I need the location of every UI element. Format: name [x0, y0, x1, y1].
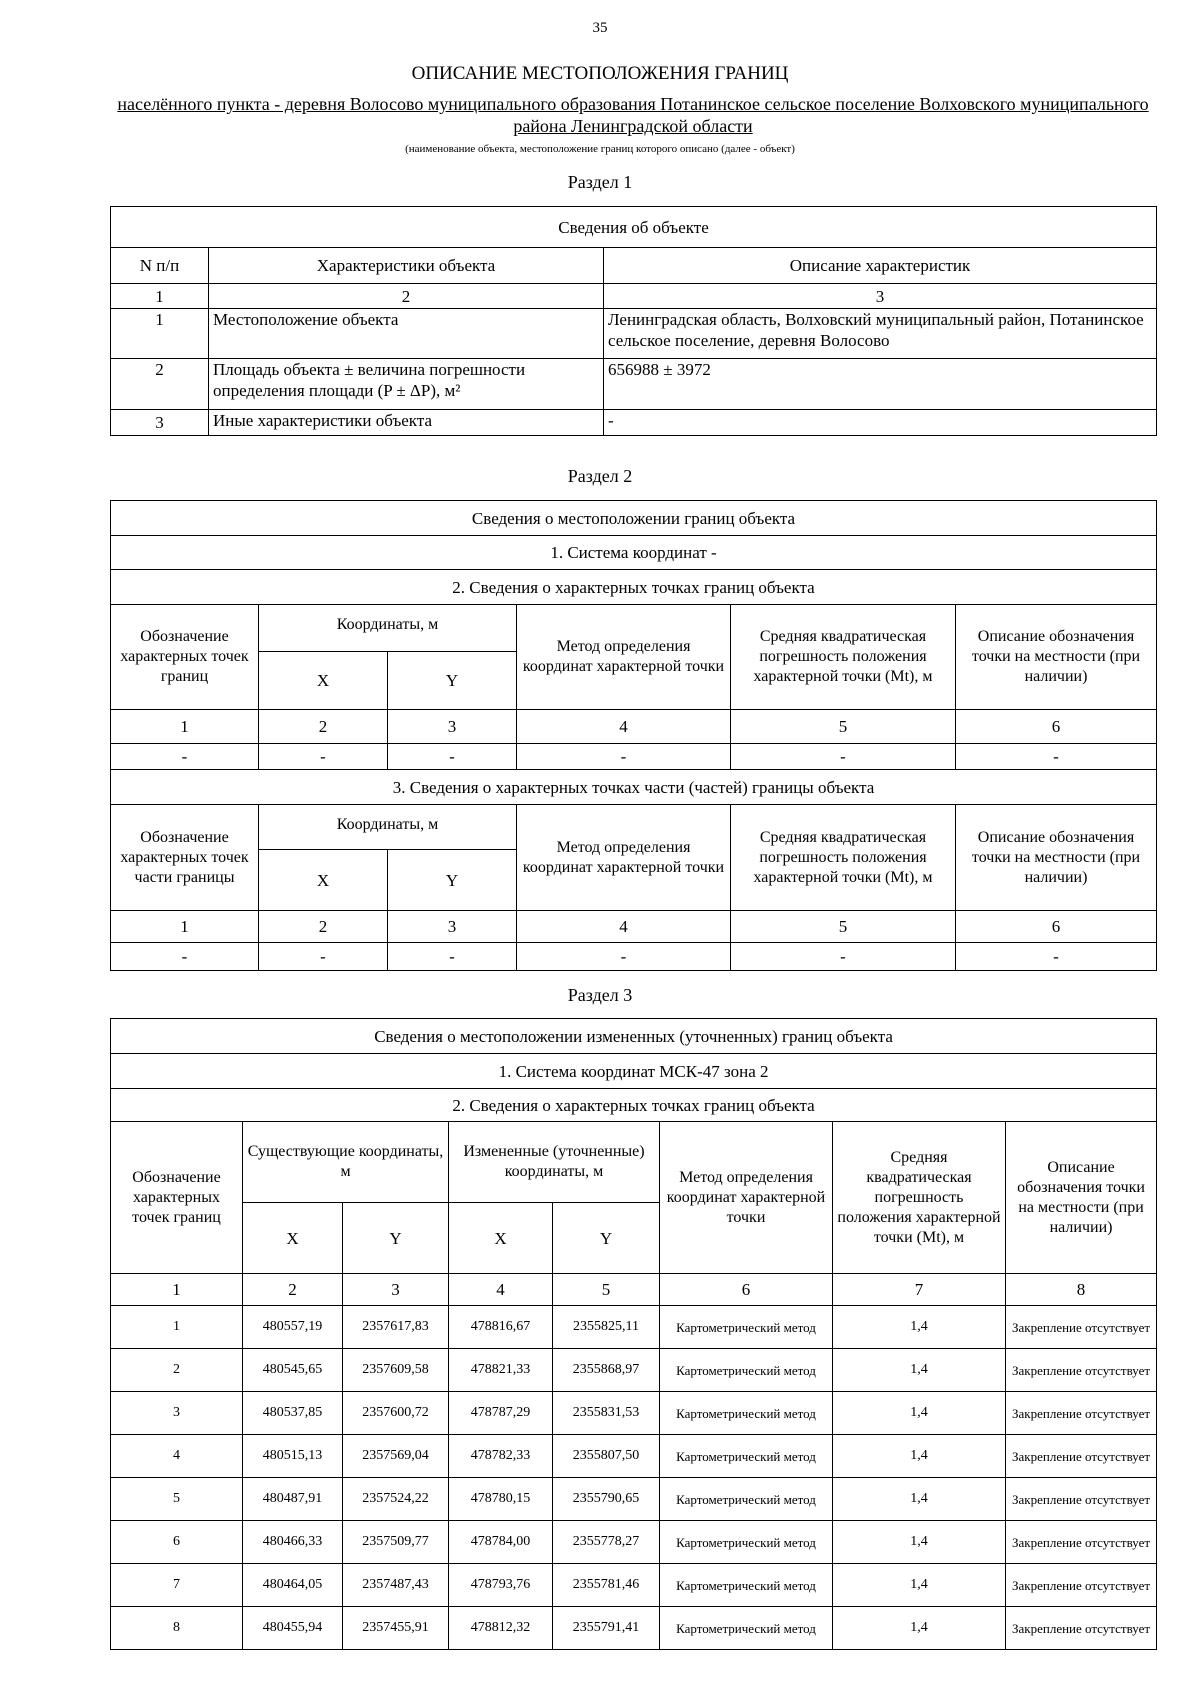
page-number: 35 — [592, 20, 608, 36]
existing-y: 2357569,04 — [343, 1435, 449, 1478]
changed-y: 2355778,27 — [553, 1521, 660, 1564]
row-number: 2 — [111, 359, 209, 410]
characteristic-name: Площадь объекта ± величина погрешности определения площади (P ± ΔP), м² — [209, 359, 604, 410]
method: Картометрический метод — [660, 1607, 833, 1650]
points-subtitle: 2. Сведения о характерных точках границ объекта — [111, 570, 1157, 605]
existing-y: 2357487,43 — [343, 1564, 449, 1607]
point-number: 3 — [111, 1392, 243, 1435]
empty-cell: - — [259, 744, 388, 770]
header-x: X — [449, 1203, 553, 1274]
column-number: 1 — [111, 911, 259, 943]
changed-y: 2355831,53 — [553, 1392, 660, 1435]
table-row — [111, 309, 1157, 359]
coordinate-system: 1. Система координат МСК-47 зона 2 — [111, 1054, 1157, 1089]
header-error: Средняя квадратическая погрешность положения характерной точки (Mt), м — [731, 605, 956, 710]
table-title: Сведения о местоположении границ объекта — [111, 501, 1157, 536]
existing-x: 480464,05 — [243, 1564, 343, 1607]
empty-cell: - — [731, 943, 956, 971]
existing-x: 480537,85 — [243, 1392, 343, 1435]
method: Картометрический метод — [660, 1306, 833, 1349]
method: Картометрический метод — [660, 1349, 833, 1392]
error-value: 1,4 — [833, 1607, 1006, 1650]
column-header: Описание характеристик — [604, 248, 1157, 284]
column-number: 6 — [956, 710, 1157, 744]
existing-x: 480557,19 — [243, 1306, 343, 1349]
empty-cell: - — [259, 943, 388, 971]
header-designation: Обозначение характерных точек границ — [111, 1122, 243, 1274]
changed-x: 478793,76 — [449, 1564, 553, 1607]
changed-x: 478782,33 — [449, 1435, 553, 1478]
column-number: 3 — [604, 284, 1157, 309]
header-method: Метод определения координат характерной точки — [517, 805, 731, 911]
section-3-title: Раздел 3 — [567, 985, 633, 1005]
header-designation-part: Обозначение характерных точек части границы — [111, 805, 259, 911]
boundary-location-table — [110, 500, 1157, 971]
column-number: 3 — [388, 911, 517, 943]
table-title: Сведения об объекте — [111, 207, 1157, 248]
column-number: 6 — [956, 911, 1157, 943]
column-number: 5 — [731, 710, 956, 744]
document-subtitle: населённого пункта - деревня Волосово муниципального образования Потанинское сельское поселение Волховского муниципального района Ленинградской области — [117, 94, 1149, 136]
column-number: 2 — [259, 710, 388, 744]
empty-cell: - — [517, 744, 731, 770]
existing-y: 2357600,72 — [343, 1392, 449, 1435]
changed-y: 2355807,50 — [553, 1435, 660, 1478]
table-row — [111, 1392, 1157, 1435]
characteristic-value: 656988 ± 3972 — [604, 359, 1157, 410]
characteristic-value: Ленинградская область, Волховский муниципальный район, Потанинское сельское поселение, деревня Волосово — [604, 309, 1157, 359]
point-description: Закрепление отсутствует — [1006, 1521, 1157, 1564]
changed-x: 478812,32 — [449, 1607, 553, 1650]
changed-y: 2355781,46 — [553, 1564, 660, 1607]
header-designation: Обозначение характерных точек границ — [111, 605, 259, 710]
table-row — [111, 943, 1157, 971]
header-error: Средняя квадратическая погрешность положения характерной точки (Mt), м — [731, 805, 956, 911]
error-value: 1,4 — [833, 1349, 1006, 1392]
header-coordinates: Координаты, м — [259, 805, 517, 850]
table-title: Сведения о местоположении измененных (уточненных) границ объекта — [111, 1019, 1157, 1054]
empty-cell: - — [111, 744, 259, 770]
row-number: 1 — [111, 309, 209, 359]
error-value: 1,4 — [833, 1564, 1006, 1607]
error-value: 1,4 — [833, 1392, 1006, 1435]
column-number: 8 — [1006, 1274, 1157, 1306]
header-changed-coordinates: Измененные (уточненные) координаты, м — [449, 1122, 660, 1203]
error-value: 1,4 — [833, 1306, 1006, 1349]
coordinate-system: 1. Система координат - — [111, 536, 1157, 570]
method: Картометрический метод — [660, 1521, 833, 1564]
table-row — [111, 1435, 1157, 1478]
table-row — [111, 410, 1157, 436]
empty-cell: - — [388, 744, 517, 770]
method: Картометрический метод — [660, 1564, 833, 1607]
point-description: Закрепление отсутствует — [1006, 1306, 1157, 1349]
empty-cell: - — [517, 943, 731, 971]
empty-cell: - — [731, 744, 956, 770]
table-row — [111, 1564, 1157, 1607]
changed-x: 478816,67 — [449, 1306, 553, 1349]
table-row — [111, 1607, 1157, 1650]
point-number: 5 — [111, 1478, 243, 1521]
existing-x: 480487,91 — [243, 1478, 343, 1521]
header-coordinates: Координаты, м — [259, 605, 517, 652]
characteristic-value: - — [604, 410, 1157, 436]
column-number: 7 — [833, 1274, 1006, 1306]
header-error: Средняя квадратическая погрешность положения характерной точки (Mt), м — [833, 1122, 1006, 1274]
changed-y: 2355790,65 — [553, 1478, 660, 1521]
points-subtitle: 2. Сведения о характерных точках границ объекта — [111, 1089, 1157, 1122]
header-description: Описание обозначения точки на местности (при наличии) — [956, 805, 1157, 911]
header-x: X — [243, 1203, 343, 1274]
document-title: ОПИСАНИЕ МЕСТОПОЛОЖЕНИЯ ГРАНИЦ — [411, 63, 789, 84]
method: Картометрический метод — [660, 1392, 833, 1435]
column-number: 2 — [209, 284, 604, 309]
column-number: 6 — [660, 1274, 833, 1306]
header-x: X — [259, 850, 388, 911]
existing-x: 480455,94 — [243, 1607, 343, 1650]
column-number: 1 — [111, 710, 259, 744]
table-row — [111, 744, 1157, 770]
column-number: 1 — [111, 1274, 243, 1306]
part-points-subtitle: 3. Сведения о характерных точках части (частей) границы объекта — [111, 770, 1157, 805]
object-info-table — [110, 206, 1157, 436]
point-description: Закрепление отсутствует — [1006, 1564, 1157, 1607]
changed-x: 478821,33 — [449, 1349, 553, 1392]
existing-y: 2357617,83 — [343, 1306, 449, 1349]
header-y: Y — [343, 1203, 449, 1274]
column-header: Характеристики объекта — [209, 248, 604, 284]
changed-x: 478784,00 — [449, 1521, 553, 1564]
table-row — [111, 1306, 1157, 1349]
empty-cell: - — [111, 943, 259, 971]
header-existing-coordinates: Существующие координаты, м — [243, 1122, 449, 1203]
existing-x: 480515,13 — [243, 1435, 343, 1478]
table-row — [111, 1521, 1157, 1564]
changed-x: 478787,29 — [449, 1392, 553, 1435]
error-value: 1,4 — [833, 1521, 1006, 1564]
header-method: Метод определения координат характерной точки — [660, 1122, 833, 1274]
point-number: 2 — [111, 1349, 243, 1392]
empty-cell: - — [388, 943, 517, 971]
column-number: 3 — [343, 1274, 449, 1306]
column-number: 5 — [553, 1274, 660, 1306]
point-description: Закрепление отсутствует — [1006, 1478, 1157, 1521]
column-number: 4 — [517, 710, 731, 744]
changed-y: 2355791,41 — [553, 1607, 660, 1650]
characteristic-name: Иные характеристики объекта — [209, 410, 604, 436]
empty-cell: - — [956, 943, 1157, 971]
section-2-title: Раздел 2 — [567, 466, 633, 486]
point-description: Закрепление отсутствует — [1006, 1607, 1157, 1650]
header-x: X — [259, 652, 388, 710]
column-number: 1 — [111, 284, 209, 309]
empty-cell: - — [956, 744, 1157, 770]
point-number: 1 — [111, 1306, 243, 1349]
changed-y: 2355868,97 — [553, 1349, 660, 1392]
row-number: 3 — [111, 410, 209, 436]
method: Картометрический метод — [660, 1478, 833, 1521]
section-1-title: Раздел 1 — [567, 172, 633, 192]
changed-y: 2355825,11 — [553, 1306, 660, 1349]
point-description: Закрепление отсутствует — [1006, 1349, 1157, 1392]
changed-x: 478780,15 — [449, 1478, 553, 1521]
column-number: 5 — [731, 911, 956, 943]
point-number: 8 — [111, 1607, 243, 1650]
header-method: Метод определения координат характерной точки — [517, 605, 731, 710]
point-number: 7 — [111, 1564, 243, 1607]
existing-y: 2357455,91 — [343, 1607, 449, 1650]
header-description: Описание обозначения точки на местности (при наличии) — [1006, 1122, 1157, 1274]
method: Картометрический метод — [660, 1435, 833, 1478]
header-y: Y — [388, 850, 517, 911]
column-number: 2 — [243, 1274, 343, 1306]
existing-x: 480466,33 — [243, 1521, 343, 1564]
header-description: Описание обозначения точки на местности (при наличии) — [956, 605, 1157, 710]
error-value: 1,4 — [833, 1478, 1006, 1521]
column-number: 3 — [388, 710, 517, 744]
table-row — [111, 1478, 1157, 1521]
column-number: 4 — [517, 911, 731, 943]
point-number: 6 — [111, 1521, 243, 1564]
point-description: Закрепление отсутствует — [1006, 1392, 1157, 1435]
changed-boundary-table — [110, 1018, 1157, 1650]
existing-x: 480545,65 — [243, 1349, 343, 1392]
existing-y: 2357509,77 — [343, 1521, 449, 1564]
column-number: 2 — [259, 911, 388, 943]
existing-y: 2357524,22 — [343, 1478, 449, 1521]
header-y: Y — [388, 652, 517, 710]
table-row — [111, 359, 1157, 410]
column-number: 4 — [449, 1274, 553, 1306]
existing-y: 2357609,58 — [343, 1349, 449, 1392]
error-value: 1,4 — [833, 1435, 1006, 1478]
characteristic-name: Местоположение объекта — [209, 309, 604, 359]
table-row — [111, 1349, 1157, 1392]
point-number: 4 — [111, 1435, 243, 1478]
point-description: Закрепление отсутствует — [1006, 1435, 1157, 1478]
header-y: Y — [553, 1203, 660, 1274]
subtitle-note: (наименование объекта, местоположение границ которого описано (далее - объект) — [405, 143, 795, 155]
column-header: N п/п — [111, 248, 209, 284]
